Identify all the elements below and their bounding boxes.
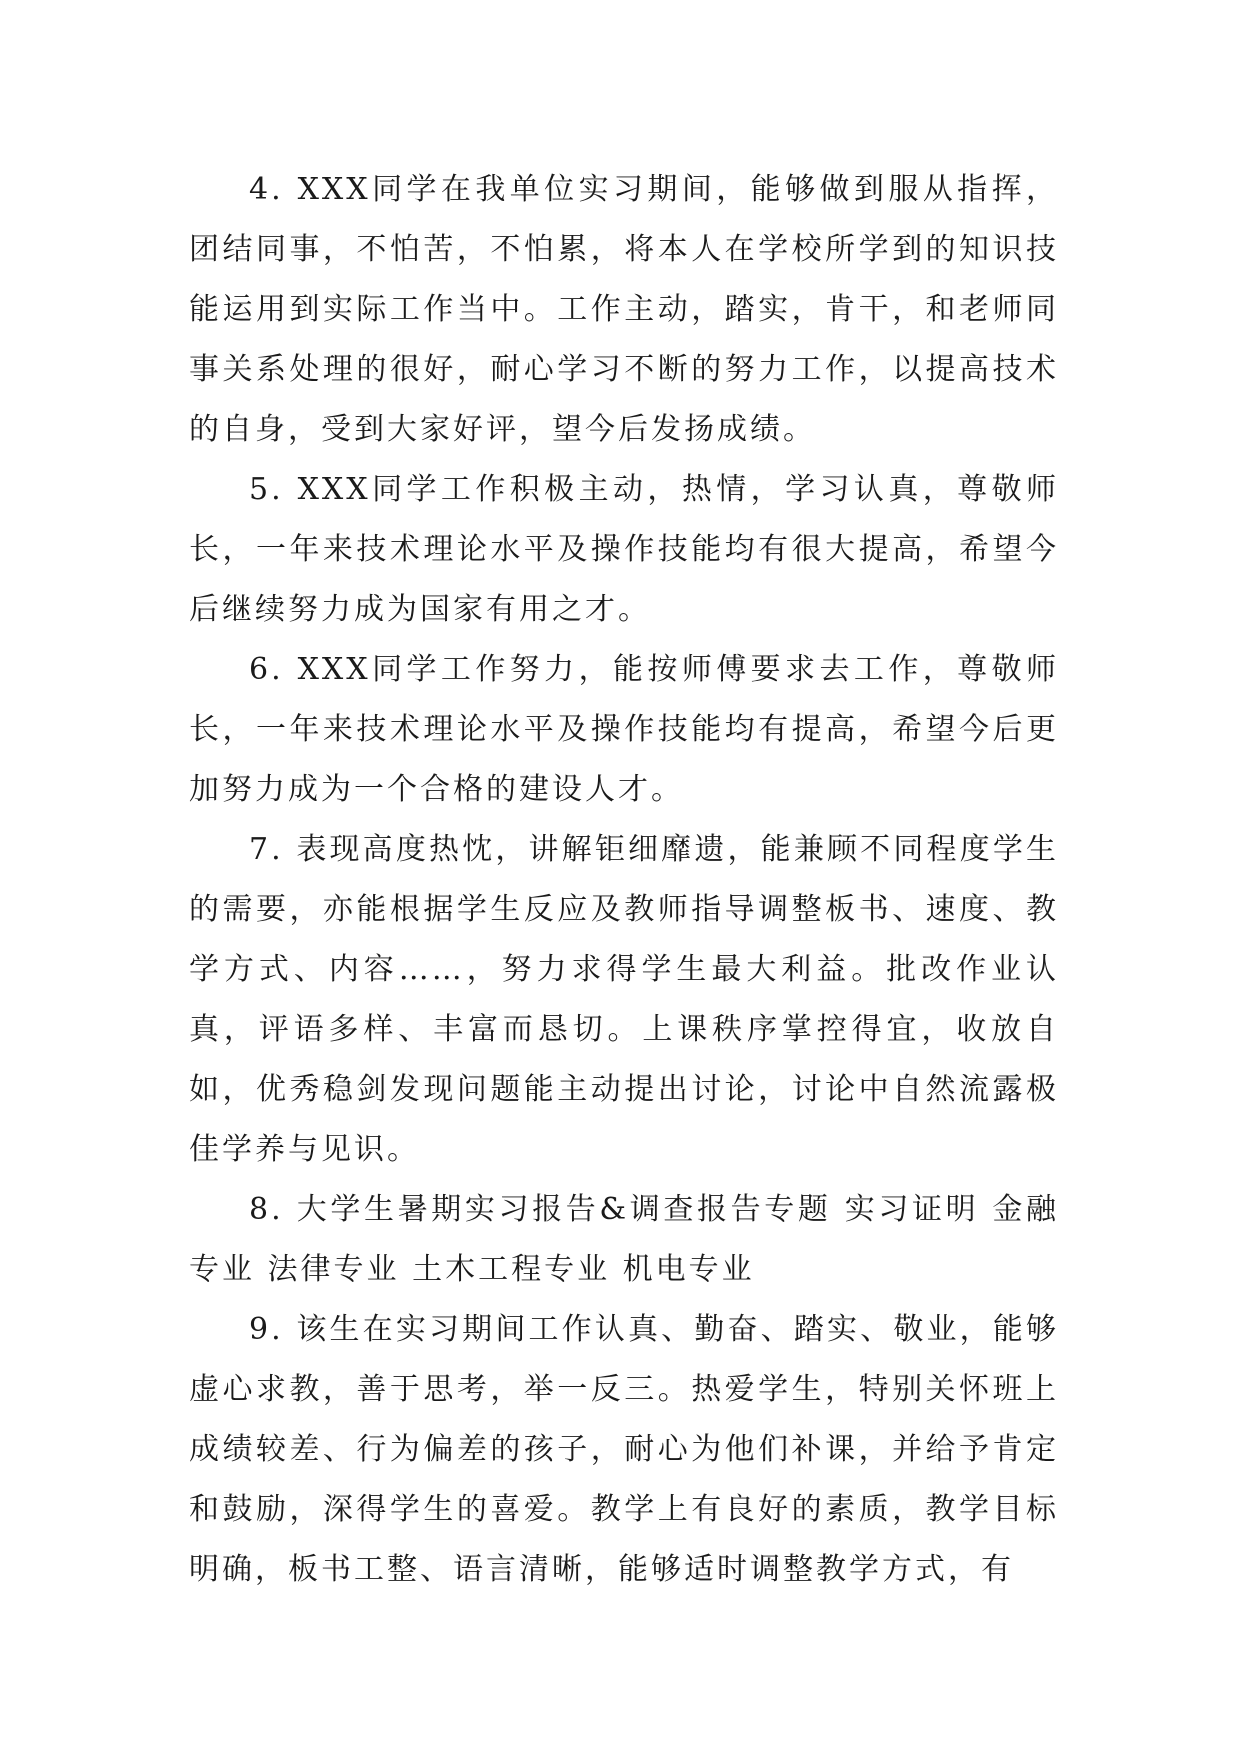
paragraph-9: 9. 该生在实习期间工作认真、勤奋、踏实、敬业，能够虚心求教，善于思考，举一反三。热爱学生，特别关怀班上成绩较差、行为偏差的孩子，耐心为他们补课，并给予肯定和鼓励，深得学生的喜爱。教学上有良好的素质，教学目标明确，板书工整、语言清晰，能够适时调整教学方式，有 [189, 1312, 1059, 1587]
paragraph-4: 4. XXX同学在我单位实习期间，能够做到服从指挥，团结同事，不怕苦，不怕累，将本人在学校所学到的知识技能运用到实际工作当中。工作主动，踏实，肯干，和老师同事关系处理的很好，耐心学习不断的努力工作，以提高技术的自身，受到大家好评，望今后发扬成绩。 [189, 172, 1059, 447]
paragraph-5: 5. XXX同学工作积极主动，热情，学习认真，尊敬师长，一年来技术理论水平及操作技能均有很大提高，希望今后继续努力成为国家有用之才。 [189, 472, 1059, 627]
document-body [189, 160, 1059, 1600]
paragraph-7: 7. 表现高度热忱，讲解钜细靡遗，能兼顾不同程度学生的需要，亦能根据学生反应及教师指导调整板书、速度、教学方式、内容……，努力求得学生最大利益。批改作业认真，评语多样、丰富而恳切。上课秩序掌控得宜，收放自如，优秀稳剑发现问题能主动提出讨论，讨论中自然流露极佳学养与见识。 [189, 832, 1059, 1167]
paragraph-8: 8. 大学生暑期实习报告&调查报告专题 实习证明 金融专业 法律专业 土木工程专业 机电专业 [189, 1192, 1059, 1287]
paragraph-6: 6. XXX同学工作努力，能按师傅要求去工作，尊敬师长，一年来技术理论水平及操作技能均有提高，希望今后更加努力成为一个合格的建设人才。 [189, 652, 1059, 807]
